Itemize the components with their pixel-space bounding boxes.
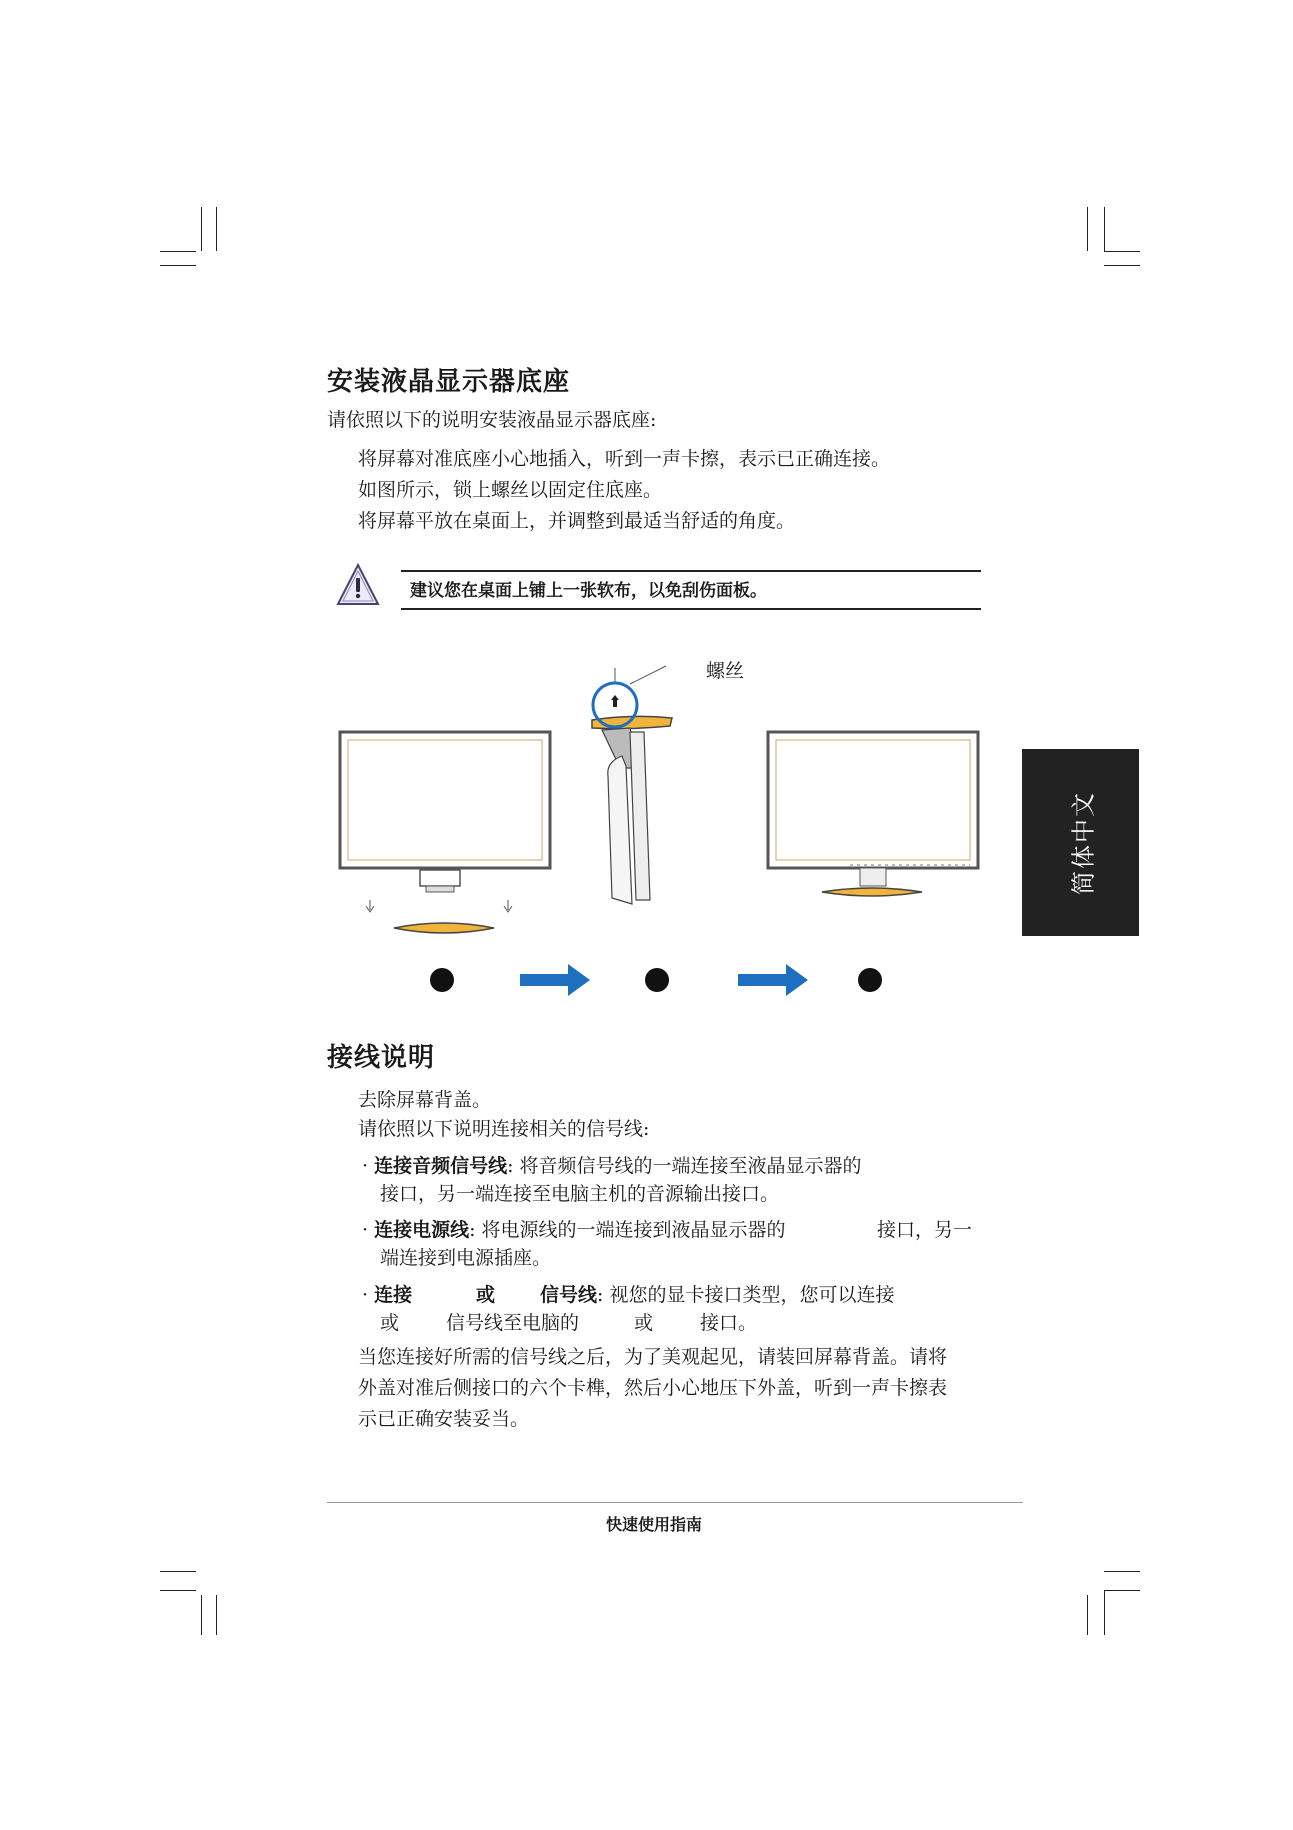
bullet-audio-title: 连接音频信号线 xyxy=(374,1155,508,1177)
section1-step-1: 将屏幕对准底座小心地插入，听到一声卡擦，表示已正确连接。 xyxy=(358,448,891,470)
crop-mark-top-right-h xyxy=(1104,251,1140,252)
bullet-audio-continued: 接口，另一端连接至电脑主机的音源输出接口。 xyxy=(380,1183,780,1205)
bullet-video xyxy=(362,1280,412,1311)
crop-mark-top-left-h2 xyxy=(160,265,196,266)
section2-line-1: 去除屏幕背盖。 xyxy=(358,1089,492,1111)
bullet-video-cont-4: 接口。 xyxy=(700,1312,758,1334)
bullet-marker: · xyxy=(362,1284,369,1306)
bullet-video-cont-2: 信号线至电脑的 xyxy=(446,1312,580,1334)
section1-step-3: 将屏幕平放在桌面上，并调整到最适当舒适的角度。 xyxy=(358,510,796,532)
screw-label: 螺丝 xyxy=(706,660,745,682)
crop-mark-bottom-right-v2 xyxy=(1104,1590,1105,1635)
bullet-video-cont-3: 或 xyxy=(634,1312,654,1334)
bullet-power-continued: 端连接到电源插座。 xyxy=(380,1247,552,1269)
bullet-video-title-1: 连接 xyxy=(374,1284,413,1306)
crop-mark-bottom-left-v xyxy=(201,1595,202,1635)
bullet-video-title-3: 信号线 xyxy=(540,1284,598,1306)
bullet-audio-text: : 将音频信号线的一端连接至液晶显示器的 xyxy=(507,1155,862,1177)
bullet-power-gap-text: 接口，另一 xyxy=(877,1219,973,1241)
note-bottom-rule xyxy=(401,608,981,610)
crop-mark-top-left-v2 xyxy=(216,207,217,251)
bullet-power-text: : 将电源线的一端连接到液晶显示器的 xyxy=(469,1219,786,1241)
crop-mark-bottom-right-h xyxy=(1104,1571,1140,1572)
bullet-video-title-2: 或 xyxy=(476,1284,496,1306)
crop-mark-bottom-left-v2 xyxy=(216,1595,217,1635)
footer-text: 快速使用指南 xyxy=(606,1515,703,1534)
section1-step-2: 如图所示，锁上螺丝以固定住底座。 xyxy=(358,479,663,501)
warning-triangle-icon xyxy=(334,561,382,609)
crop-mark-top-left-h xyxy=(160,251,196,252)
section1-intro: 请依照以下的说明安装液晶显示器底座: xyxy=(327,409,657,431)
bullet-power-title: 连接电源线 xyxy=(374,1219,470,1241)
bullet-audio xyxy=(362,1151,862,1182)
section2-title: 接线说明 xyxy=(327,1043,436,1073)
monitor-side-view xyxy=(592,666,672,904)
footer-rule xyxy=(327,1502,1023,1503)
note-text: 建议您在桌面上铺上一张软布，以免刮伤面板。 xyxy=(410,581,767,601)
section1-title: 安装液晶显示器底座 xyxy=(327,367,571,397)
crop-mark-top-right-v xyxy=(1087,207,1088,251)
language-side-tab-label: 简体中文 xyxy=(1069,790,1097,895)
monitor-front-detached xyxy=(340,732,550,933)
bullet-marker: · xyxy=(362,1219,369,1241)
crop-mark-bottom-right-v xyxy=(1087,1595,1088,1635)
bullet-video-text: : 视您的显卡接口类型，您可以连接 xyxy=(597,1284,895,1306)
note-top-rule xyxy=(401,570,981,572)
bullet-marker: · xyxy=(362,1155,369,1177)
crop-mark-top-right-v2 xyxy=(1104,207,1105,251)
closing-line-1: 当您连接好所需的信号线之后，为了美观起见，请装回屏幕背盖。请将 xyxy=(358,1346,948,1368)
crop-mark-bottom-left-h2 xyxy=(160,1590,196,1591)
language-side-tab xyxy=(1022,749,1139,936)
closing-line-2: 外盖对准后侧接口的六个卡榫，然后小心地压下外盖，听到一声卡擦表 xyxy=(358,1377,948,1399)
monitor-assembled xyxy=(768,732,978,896)
crop-mark-bottom-right-h2 xyxy=(1104,1590,1140,1591)
installation-figure xyxy=(330,660,1010,1000)
closing-line-3: 示已正确安装妥当。 xyxy=(358,1408,530,1430)
bullet-video-cont-1: 或 xyxy=(380,1312,400,1334)
bullet-video-title-3-wrap xyxy=(540,1280,894,1311)
bullet-power xyxy=(362,1215,786,1246)
section2-line-2: 请依照以下说明连接相关的信号线: xyxy=(358,1118,650,1140)
crop-mark-bottom-left-h xyxy=(160,1571,196,1572)
crop-mark-top-right-h2 xyxy=(1104,265,1140,266)
crop-mark-top-left-v xyxy=(201,207,202,251)
